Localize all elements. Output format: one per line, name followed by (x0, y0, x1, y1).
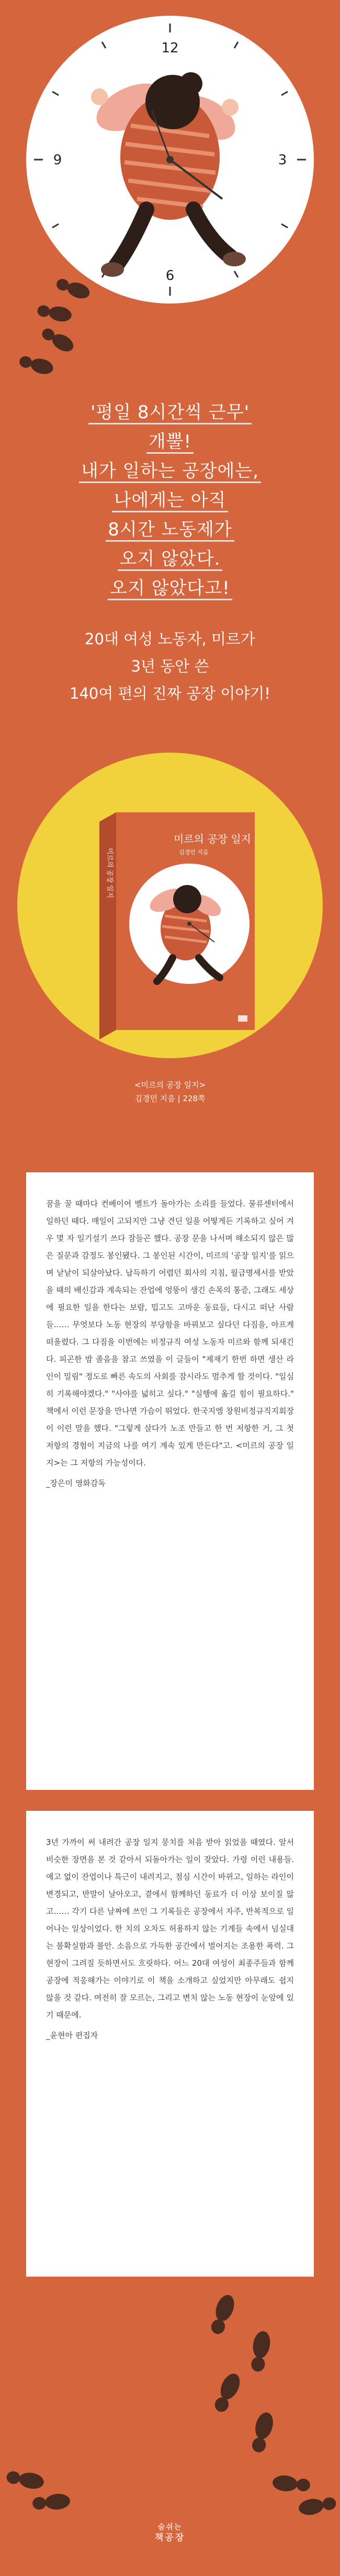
review-body-2: 3년 가까이 써 내려간 공장 일지 뭉치를 처음 받아 읽었을 때였다. 알서 비슷한 장면을 본 것 같아서 되돌아가는 일이 잦았다. 가령 이런 내용들. 예고 없이 잔업이나 특근이 내려지고, 점심 시간이 바뀌고, 일하는 라인이 변경되고, 반말이 날아오고, 곁에서 함께하던 동료가 더 이상 보이질 않고…… 각기 다른 날짜에 쓰인 그 기록들은 공장에서 자주, 반복적으로 일어나는 일상이었다. 한 치의 오차도 허용하지 않는 기계들 속에서 넘실대는 불확실함과 불안. 소음으로 가득한 공간에서 벌어지는 조용한 폭력. 그 현장이 그려질 듯하면서도 흐릿하다. 어느 20대 여성이 최종주들과 함께 공장에 적응해가는 이야기로 이 책을 소개하고 싶었지만 아무래도 쉽지 않을 것 같다. 여전히 잘 모르는, 그리고 변치 않는 노동 현장이 눈앞에 있기 때문에. (46, 1838, 294, 2020)
book-section (0, 743, 340, 1068)
clock-number-12: 12 (161, 40, 179, 56)
clock-number-9: 9 (53, 152, 62, 168)
review-body-1: 꿈을 꿀 때마다 컨베이어 벨트가 돌아가는 소리를 들었다. 물류센터에서 일하던 때다. 매일이 고되지만 그냥 견딘 일을 어떻게든 기록하고 싶어 겨우 몇 자 일기설기 쓰다 잠들곤 했다. 공장 문을 나서며 해소되지 않은 많은 질문과 감정도 봉인됐다. 그 봉인된 시간이, 미르의 '공장 일지'를 읽으며 낱낱이 되살아났다. 납득하기 어렵던 회사의 지침, 월급명세서를 받았을 때의 배신감과 계속되는 잔업에 엉뚱이 생긴 손목의 통증, 그래도 세상에 필요한 일을 한다는 보람, 밉고도 고마운 동료들, 다시고 떠난 사람들…… 무엇보다 노동 현장의 부당함을 바꿔보고 싶다던 다짐을, 아프게 떠올렸다. 그 다짐을 이번에는 비정규직 여성 노동자 미르와 함께 되새긴다. 피곤한 밤 졸음을 참고 쓰였을 이 글들이 "제재기 한번 하면 생산 라인이 밀림" 정도로 빠른 속도의 사회를 잠시라도 멈추게 할 것이다. "일심히 기록해야겠다." "사야를 넓히고 싶다." "실행에 옮길 힘이 필요하다." 책에서 이런 문장을 만나면 가슴이 뛰었다. 한국지엠 창원비정규직지회장이 이런 말을 했다. "그렇게 살다가 노조 만들고 한 번 저항한 거, 그 첫 저항의 경험이 지금의 나를 여기 계속 있게 만든다"고. <미르의 공장 일지>는 그 저항의 가능성이다. (46, 1199, 294, 1468)
review-card-2 (26, 1811, 314, 2277)
clock-number-3: 3 (278, 152, 287, 168)
book-spine-title: 미르의 공장 일지 (106, 848, 114, 899)
book-caption-meta: 김경민 지음 | 228쪽 (134, 1094, 206, 1103)
tagline-line-5: 8시간 노동제가 (0, 515, 340, 544)
clock-number-6: 6 (165, 268, 175, 284)
review-card-1 (26, 1172, 314, 1790)
tagline-line-3: 내가 일하는 공장에는, (0, 456, 340, 486)
book-caption (0, 1078, 340, 1105)
book-cover-icon (0, 743, 340, 1068)
subtitle-line-3: 140여 편의 진짜 공장 이야기! (70, 685, 270, 702)
review-author-2: _윤현아 편집자 (46, 2031, 98, 2040)
tagline-line-7: 오지 않았다고! (0, 574, 340, 603)
subtitle-line-1: 20대 여성 노동자, 미르가 (85, 630, 255, 648)
hero-section (0, 0, 340, 398)
tagline (0, 398, 340, 603)
tagline-line-2: 개뿔! (0, 427, 340, 456)
footprint-icon (18, 276, 92, 376)
publisher-logo-line-1: 숨쉬는 (157, 2523, 183, 2532)
tagline-line-6: 오지 않았다. (0, 544, 340, 574)
book-cover-title: 미르의 공장 일지 (174, 833, 251, 845)
footer-footprints (0, 2277, 340, 2517)
tagline-line-4: 나에게는 아직 (0, 486, 340, 515)
publisher-logo-line-2: 책공장 (154, 2533, 186, 2543)
subtitle-line-2: 3년 동안 쓴 (131, 657, 209, 675)
book-caption-title: <미르의 공장 일지> (134, 1080, 206, 1090)
book-cover-author: 김경민 지음 (179, 849, 209, 856)
tagline-line-1: '평일 8시간씩 근무' (0, 398, 340, 427)
review-author-1: _장은미 영화감독 (46, 1479, 106, 1488)
clock-icon (0, 0, 340, 398)
subtitle (0, 625, 340, 707)
publisher-logo (144, 2523, 196, 2544)
footprint-icon (5, 2292, 337, 2517)
